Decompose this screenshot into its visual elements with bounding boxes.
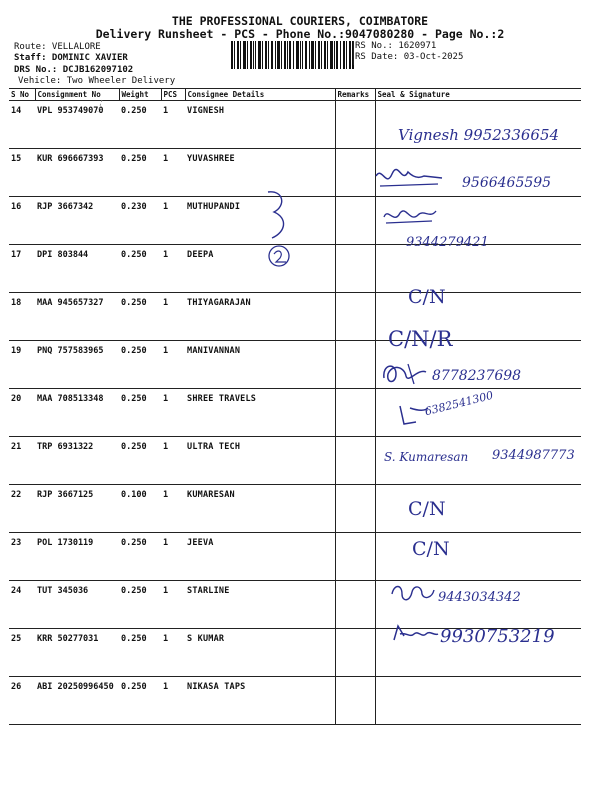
cell-pcs: 1: [161, 533, 185, 581]
cell-sno: 15: [9, 149, 35, 197]
cell-remarks: [335, 197, 375, 245]
cell-weight: 0.250: [119, 293, 161, 341]
cell-pcs: 1: [161, 389, 185, 437]
cell-consignee: NIKASA TAPS: [185, 677, 335, 725]
pen-mark: [88, 96, 108, 120]
cell-sno: 21: [9, 437, 35, 485]
cell-sno: 26: [9, 677, 35, 725]
cell-sno: 22: [9, 485, 35, 533]
cell-consignment-no: POL 1730119: [35, 533, 119, 581]
cell-remarks: [335, 581, 375, 629]
cell-sno: 19: [9, 341, 35, 389]
cell-remarks: [335, 677, 375, 725]
cell-consignee: SHREE TRAVELS: [185, 389, 335, 437]
cell-weight: 0.230: [119, 197, 161, 245]
cell-remarks: [335, 485, 375, 533]
remarks-scribble-muthupandi: [262, 188, 302, 276]
cell-signature: [375, 245, 581, 293]
cell-pcs: 1: [161, 101, 185, 149]
cell-consignment-no: MAA 708513348: [35, 389, 119, 437]
col-remarks-header: Remarks: [335, 89, 375, 101]
cell-consignee: ULTRA TECH: [185, 437, 335, 485]
signature-deepa: [380, 203, 440, 229]
cell-weight: 0.250: [119, 437, 161, 485]
cell-consignment-no: VPL 953749070: [35, 101, 119, 149]
cell-consignee: THIYAGARAJAN: [185, 293, 335, 341]
cell-consignment-no: TRP 6931322: [35, 437, 119, 485]
cell-weight: 0.250: [119, 533, 161, 581]
rs-info: [355, 41, 463, 63]
col-pcs-header: PCS: [161, 89, 185, 101]
barcode: [231, 41, 354, 69]
signature-s-kumar: [388, 580, 438, 604]
cell-remarks: [335, 245, 375, 293]
cell-sno: 23: [9, 533, 35, 581]
signature-yuvashree: [372, 164, 452, 194]
remark-manivannan: C/N/R: [388, 327, 453, 351]
table-row: [9, 389, 581, 437]
col-weight-header: Weight: [119, 89, 161, 101]
phone-nikasa-taps: 9930753219: [440, 626, 555, 647]
cell-weight: 0.250: [119, 245, 161, 293]
cell-weight: 0.100: [119, 485, 161, 533]
col-signature-header: Seal & Signature: [375, 89, 581, 101]
cell-pcs: 1: [161, 629, 185, 677]
cell-consignment-no: RJP 3667342: [35, 197, 119, 245]
cell-sno: 17: [9, 245, 35, 293]
cell-remarks: [335, 389, 375, 437]
table-row: [9, 293, 581, 341]
remark-starline: C/N: [412, 538, 450, 560]
cell-pcs: 1: [161, 485, 185, 533]
cell-signature: [375, 485, 581, 533]
cell-consignee: KUMARESAN: [185, 485, 335, 533]
cell-sno: 14: [9, 101, 35, 149]
vehicle-label: Vehicle: Two Wheeler Delivery: [18, 76, 176, 86]
cell-consignee: VIGNESH: [185, 101, 335, 149]
col-consignee-header: Consignee Details: [185, 89, 335, 101]
cell-sno: 24: [9, 581, 35, 629]
cell-pcs: 1: [161, 245, 185, 293]
cell-weight: 0.250: [119, 629, 161, 677]
cell-remarks: [335, 293, 375, 341]
cell-sno: 20: [9, 389, 35, 437]
staff-label: Staff: DOMINIC XAVIER: [14, 53, 128, 63]
phone-kumaresan: 9344987773: [492, 448, 575, 463]
runsheet-subtitle: Delivery Runsheet - PCS - Phone No.:9047080280 - Page No.:2: [95, 27, 505, 41]
cell-pcs: 1: [161, 581, 185, 629]
col-consignment-header: Consignment No: [35, 89, 119, 101]
company-title: THE PROFESSIONAL COURIERS, COIMBATORE: [171, 14, 429, 28]
phone-deepa: 9344279421: [406, 235, 489, 250]
cell-remarks: [335, 437, 375, 485]
drs-number: DRS No.: DCJB162097102: [14, 65, 134, 75]
cell-sno: 25: [9, 629, 35, 677]
cell-consignee: DEEPA: [185, 245, 335, 293]
table-row: [9, 677, 581, 725]
cell-signature: [375, 677, 581, 725]
table-row: [9, 485, 581, 533]
phone-s-kumar: 9443034342: [438, 590, 521, 605]
cell-pcs: 1: [161, 149, 185, 197]
phone-shree-travels: 8778237698: [432, 368, 522, 384]
cell-pcs: 1: [161, 677, 185, 725]
cell-sno: 16: [9, 197, 35, 245]
remark-thiyagarajan: C/N: [408, 286, 446, 308]
rs-number: RS No.: 1620971: [355, 41, 437, 51]
cell-remarks: [335, 149, 375, 197]
cell-weight: 0.250: [119, 149, 161, 197]
cell-consignment-no: DPI 803844: [35, 245, 119, 293]
cell-consignment-no: ABI 20250996450: [35, 677, 119, 725]
cell-consignee: YUVASHREE: [185, 149, 335, 197]
cell-consignment-no: MAA 945657327: [35, 293, 119, 341]
cell-remarks: [335, 101, 375, 149]
cell-sno: 18: [9, 293, 35, 341]
cell-remarks: [335, 629, 375, 677]
cell-consignee: S KUMAR: [185, 629, 335, 677]
cell-consignment-no: KRR 50277031: [35, 629, 119, 677]
cell-weight: 0.250: [119, 341, 161, 389]
rs-date: RS Date: 03-Oct-2025: [355, 52, 464, 62]
cell-consignee: STARLINE: [185, 581, 335, 629]
cell-consignment-no: RJP 3667125: [35, 485, 119, 533]
cell-signature: [375, 533, 581, 581]
cell-weight: 0.250: [119, 389, 161, 437]
col-sno-header: S No: [9, 89, 35, 101]
phone-ultra-tech: 6382541300: [423, 388, 495, 419]
cell-consignee: MUTHUPANDI: [185, 197, 335, 245]
cell-consignment-no: KUR 696667393: [35, 149, 119, 197]
table-row: [9, 533, 581, 581]
cell-consignee: JEEVA: [185, 533, 335, 581]
cell-weight: 0.250: [119, 581, 161, 629]
signature-kumaresan: S. Kumaresan: [384, 450, 469, 464]
cell-pcs: 1: [161, 437, 185, 485]
remark-jeeva: C/N: [408, 498, 446, 520]
phone-yuvashree: 9566465595: [462, 175, 552, 191]
cell-weight: 0.250: [119, 101, 161, 149]
cell-consignment-no: PNQ 757583965: [35, 341, 119, 389]
cell-consignment-no: TUT 345036: [35, 581, 119, 629]
signature-shree-travels: [378, 358, 434, 388]
cell-consignee: MANIVANNAN: [185, 341, 335, 389]
route-label: Route: VELLALORE: [14, 42, 101, 52]
signature-nikasa-taps: [390, 622, 440, 646]
cell-pcs: 1: [161, 341, 185, 389]
signature-vignesh: Vignesh 9952336654: [398, 126, 560, 144]
cell-pcs: 1: [161, 293, 185, 341]
cell-weight: 0.250: [119, 677, 161, 725]
cell-pcs: 1: [161, 197, 185, 245]
cell-remarks: [335, 341, 375, 389]
cell-remarks: [335, 533, 375, 581]
